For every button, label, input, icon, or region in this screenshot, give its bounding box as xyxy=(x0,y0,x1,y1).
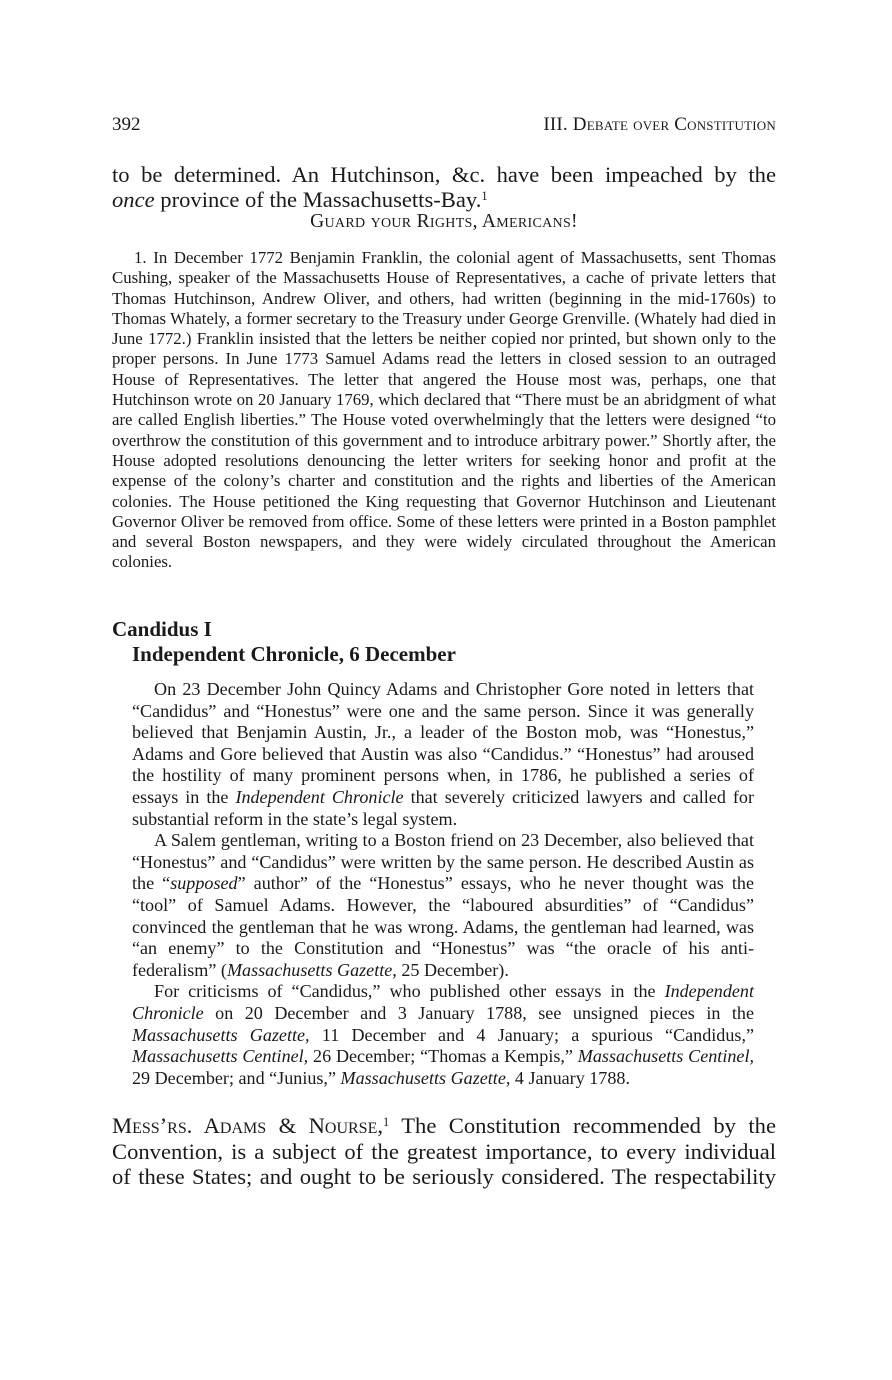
p3-italic-3: Massachusetts Centinel, xyxy=(132,1046,309,1067)
italic-once: once xyxy=(112,187,155,212)
editorial-paragraph-3 xyxy=(132,981,754,1089)
footnote xyxy=(112,248,776,573)
p3-text-f: 4 January 1788. xyxy=(510,1067,630,1088)
p2-italic-1: supposed xyxy=(170,873,238,894)
p2-italic-2: Massachusetts Gazette, xyxy=(226,959,397,980)
salutation: Mess’rs. Adams & Nourse, xyxy=(112,1113,383,1138)
page-number: 392 xyxy=(112,114,141,135)
p3-italic-1: Independent Chronicle xyxy=(132,981,754,1023)
continuation-line-2 xyxy=(112,187,776,212)
footnote-ref-2: 1 xyxy=(383,1115,390,1130)
essay-source: Independent Chronicle, 6 December xyxy=(132,642,456,666)
p2-text-a: A Salem gentleman, writing to a Boston friend on 23 December, also believed that “Honestus” and “Candidus” were written by the same person. He described Austin as the “ xyxy=(132,830,754,894)
footnote-ref: 1 xyxy=(481,189,488,204)
p3-text-e: 29 December; and “Junius,” xyxy=(132,1067,341,1088)
p3-text-d: 26 December; “Thomas a Kempis,” xyxy=(308,1046,578,1067)
p3-italic-5: Massachusetts Gazette, xyxy=(340,1067,511,1088)
p1-italic: Independent Chronicle xyxy=(235,786,404,807)
continuation-line-2-rest: province of the Massachusetts-Bay. xyxy=(154,187,482,212)
p2-text-b: ” author” of the “Honestus” essays, who he never thought was the “tool” of Samuel Adams. However, the “laboured absurdities” of “Candidus” convinced the gentleman that he was wrong. Adams, the gentleman had learned, was “an enemy” to the Constitution and “Honestus” was “the oracle of his anti-federalism” ( xyxy=(132,873,754,980)
letter-body: The Constitution recommended by the Convention, is a subject of the greatest importance, to every individual of these States; and ought to be seriously considered. The respectability xyxy=(112,1113,776,1189)
essay-title: Candidus I xyxy=(112,617,212,641)
p1-text-b: that severely criticized lawyers and called for substantial reform in the state’s legal system. xyxy=(132,786,754,829)
p1-text-a: On 23 December John Quincy Adams and Christopher Gore noted in letters that “Candidus” and “Honestus” were one and the same person. Since it was generally believed that Benjamin Austin, Jr., a leader of the Boston mob, was “Honestus,” Adams and Gore believed that Austin was also “Candidus.” “Honestus” had aroused the hostility of many prominent persons when, in 1786, he published a series of essays in the xyxy=(132,679,754,807)
continuation-paragraph xyxy=(112,162,776,212)
p2-text-c: 25 December). xyxy=(396,959,509,980)
p3-text-a: For criticisms of “Candidus,” who published other essays in the xyxy=(154,981,665,1002)
editorial-paragraph-1 xyxy=(132,679,754,830)
editorial-note xyxy=(132,679,754,1089)
p3-italic-2: Massachusetts Gazette, xyxy=(132,1024,310,1045)
p3-text-b: on 20 December and 3 January 1788, see unsigned pieces in the xyxy=(203,1002,754,1023)
closing-line: Guard your Rights, Americans! xyxy=(310,211,578,232)
p3-text-c: 11 December and 4 January; a spurious “Candidus,” xyxy=(309,1024,754,1045)
letter-text xyxy=(112,1113,776,1190)
footnote-text: 1. In December 1772 Benjamin Franklin, the colonial agent of Massachusetts, sent Thomas Cushing, speaker of the Massachusetts House of Representatives, a cache of private letters that Thomas Hutchinson, Andrew Oliver, and others, had written (beginning in the mid-1760s) to Thomas Whately, a former secretary to the Treasury under George Grenville. (Whately had died in June 1772.) Franklin insisted that the letters be neither copied nor printed, but shown only to the proper persons. In June 1773 Samuel Adams read the letters in closed session to an outraged House of Representatives. The letter that angered the House most was, perhaps, one that Hutchinson wrote on 20 January 1769, which declared that “There must be an abridgment of what are called English liberties.” The House voted overwhelmingly that the letters were designed “to overthrow the constitution of this government and to introduce arbitrary power.” Shortly after, the House adopted resolutions denouncing the letter writers for seeking honor and profit at the expense of the colony’s charter and constitution and the rights and liberties of the American colonies. The House petitioned the King requesting that Governor Hutchinson and Lieutenant Governor Oliver be removed from office. Some of these letters were printed in a Boston pamphlet and several Boston newspapers, and they were widely circulated throughout the American colonies. xyxy=(112,248,776,572)
section-title: III. Debate over Constitution xyxy=(543,114,776,135)
p3-italic-4: Massachusetts Centinel, xyxy=(577,1046,754,1067)
editorial-paragraph-2 xyxy=(132,830,754,981)
continuation-line-1: to be determined. An Hutchinson, &c. have been impeached by the xyxy=(112,162,776,187)
letter-paragraph xyxy=(112,1113,776,1190)
